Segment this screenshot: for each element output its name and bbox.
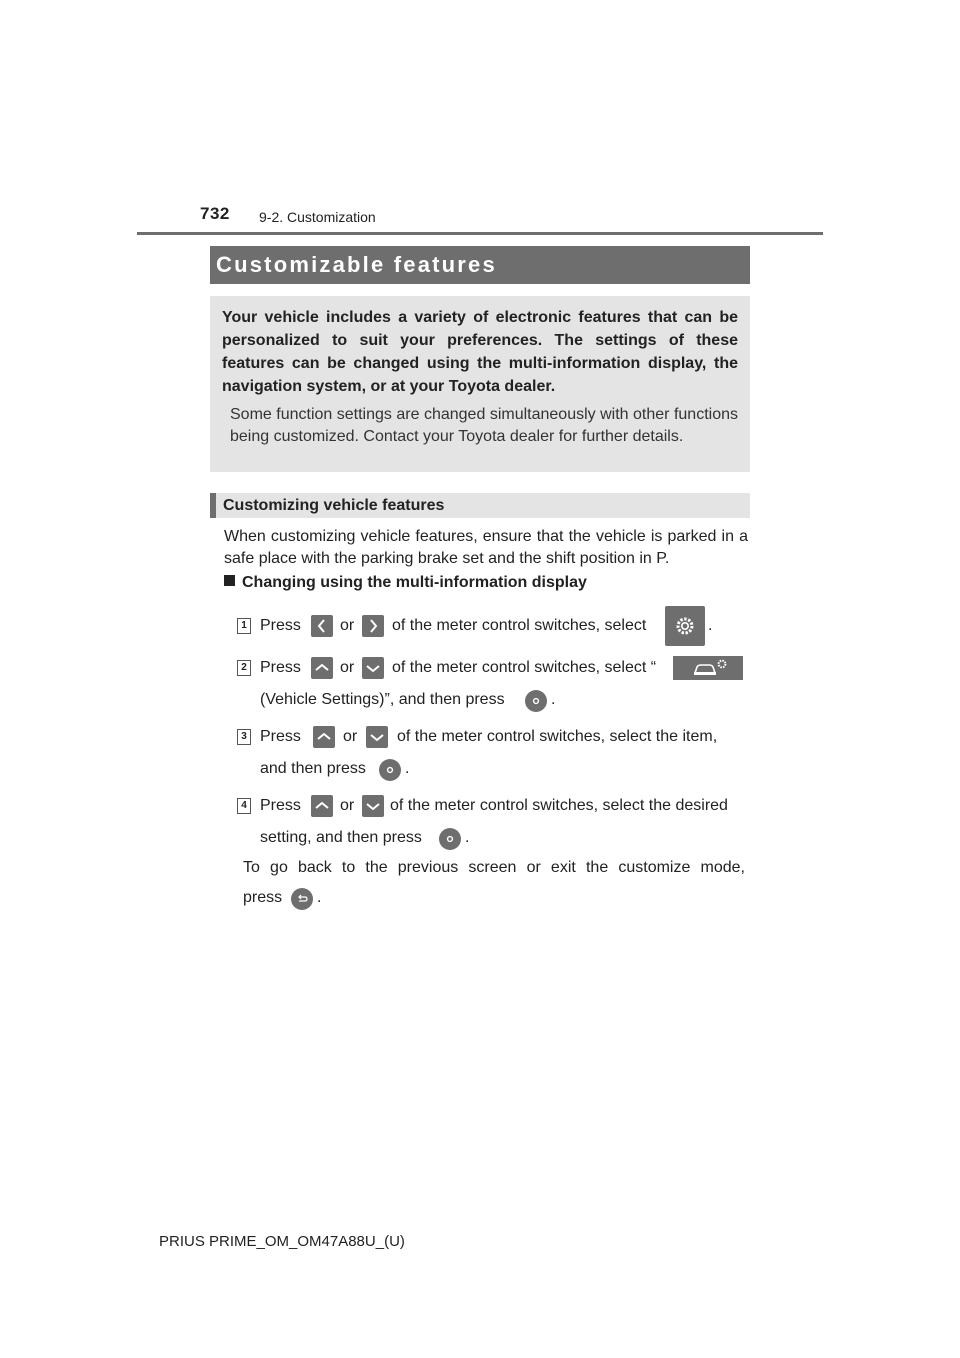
header-rule — [137, 232, 823, 235]
step-text: . — [551, 691, 556, 708]
chevron-down-icon — [366, 726, 388, 748]
section-label: 9-2. Customization — [259, 209, 376, 225]
step-number: 1 — [237, 618, 251, 634]
step-text: Press — [260, 659, 301, 676]
chevron-up-icon — [311, 795, 333, 817]
title-bar — [210, 246, 750, 284]
step-text: . — [708, 617, 713, 634]
step-text: and then press — [260, 760, 366, 777]
intro-box — [210, 296, 750, 472]
step-text: or — [340, 659, 355, 676]
intro-text: Your vehicle includes a variety of electronic features that can be personalized to suit your preferences. The settings of these features can be changed using the multi-information display, the navigation system, or at your Toyota dealer. — [222, 309, 738, 395]
bullet-heading — [224, 574, 587, 592]
step-text: of the meter control switches, select the item, — [397, 728, 718, 745]
body-paragraph: When customizing vehicle features, ensure that the vehicle is parked in a safe place with the parking brake set and the shift position in P. — [224, 528, 748, 567]
step-text: of the meter control switches, select “ — [392, 659, 657, 676]
step-text: or — [340, 797, 355, 814]
chevron-up-icon — [313, 726, 335, 748]
car-gear-icon — [673, 656, 743, 680]
intro-note: Some function settings are changed simultaneously with other functions being customized. Contact your Toyota dealer for further details. — [230, 406, 738, 445]
enter-button-icon — [439, 828, 461, 850]
gear-icon — [665, 606, 705, 646]
step-text: of the meter control switches, select the desired — [390, 797, 728, 814]
enter-button-icon — [379, 759, 401, 781]
page-title: Customizable features — [216, 252, 497, 277]
step-text: setting, and then press — [260, 829, 422, 846]
step-number: 4 — [237, 798, 251, 814]
step-text: Press — [260, 797, 301, 814]
chevron-left-icon — [311, 615, 333, 637]
page-number: 732 — [200, 204, 230, 223]
step-number: 2 — [237, 660, 251, 676]
step-text: . — [465, 829, 470, 846]
step-text: of the meter control switches, select — [392, 617, 647, 634]
chevron-right-icon — [362, 615, 384, 637]
closing-text: press — [243, 889, 283, 906]
bullet-text: Changing using the multi-information display — [242, 574, 587, 591]
chevron-down-icon — [362, 657, 384, 679]
closing-text: To go back to the previous screen or exit the customize mode, — [243, 859, 745, 876]
chevron-down-icon — [362, 795, 384, 817]
enter-button-icon — [525, 690, 547, 712]
back-button-icon — [291, 888, 313, 910]
page-footer: PRIUS PRIME_OM_OM47A88U_(U) — [159, 1233, 405, 1250]
step-text: (Vehicle Settings)”, and then press — [260, 691, 505, 708]
page-header — [0, 0, 960, 240]
closing-text: . — [317, 889, 322, 906]
step-text: Press — [260, 617, 301, 634]
chevron-up-icon — [311, 657, 333, 679]
step-text: . — [405, 760, 410, 777]
subsection-bar — [210, 493, 750, 518]
step-text: or — [343, 728, 358, 745]
step-number: 3 — [237, 729, 251, 745]
square-bullet-icon — [224, 575, 235, 586]
step-text: Press — [260, 728, 301, 745]
subsection-title: Customizing vehicle features — [223, 497, 445, 514]
step-text: or — [340, 617, 355, 634]
